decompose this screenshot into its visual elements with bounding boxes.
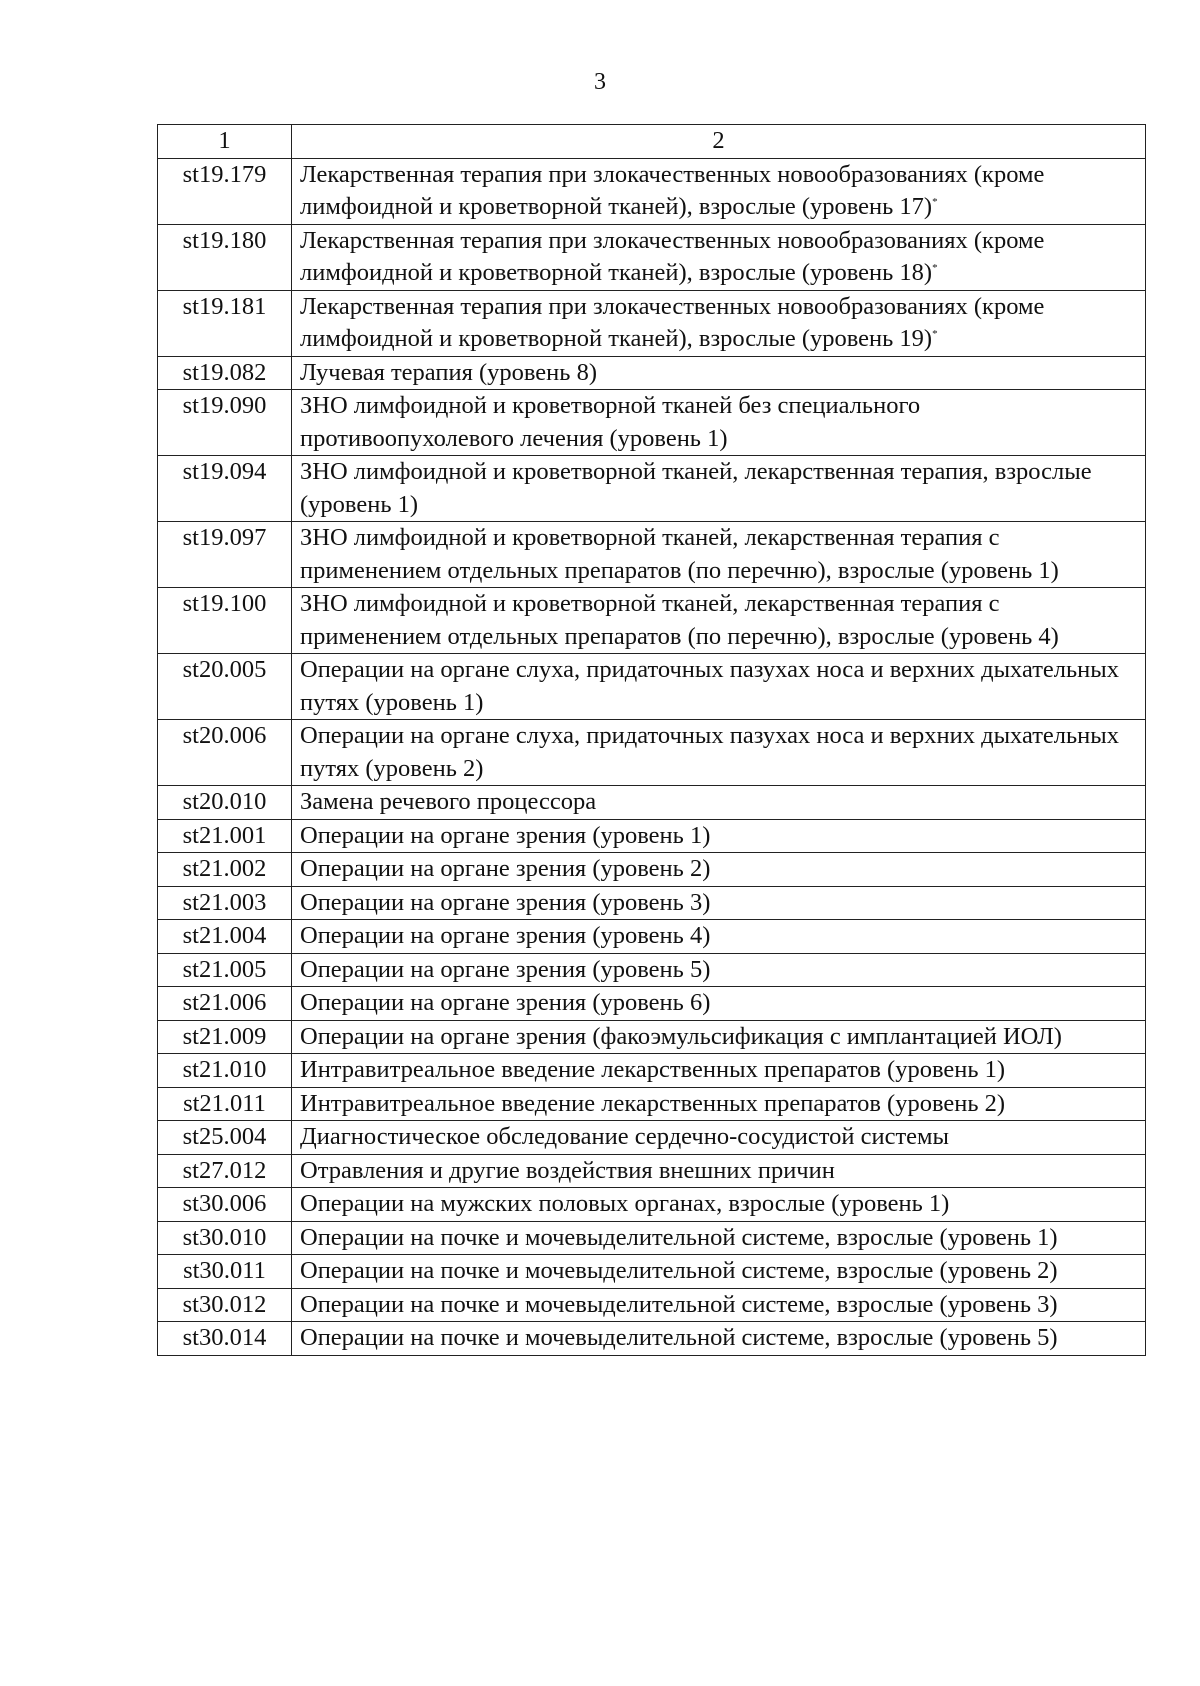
row-name-cell (292, 1255, 1146, 1289)
row-name-cell (292, 920, 1146, 954)
row-code: st19.180 (158, 224, 292, 290)
row-name: Операции на почке и мочевыделительной системе, взрослые (уровень 3) (300, 1290, 1058, 1318)
header-column-1: 1 (158, 125, 292, 159)
row-name-cell (292, 1020, 1146, 1054)
row-code: st21.005 (158, 953, 292, 987)
header-row (158, 125, 1146, 159)
row-name: Операции на органе слуха, придаточных пазухах носа и верхних дыхательных путях (уровень 1) (300, 656, 1120, 716)
row-code: st21.002 (158, 853, 292, 887)
table-row (158, 1188, 1146, 1222)
table-row (158, 953, 1146, 987)
row-name-cell (292, 1121, 1146, 1155)
row-code: st19.090 (158, 390, 292, 456)
row-name: ЗНО лимфоидной и кроветворной тканей без специального противоопухолевого лечения (уровень 1) (300, 392, 921, 452)
table-row (158, 654, 1146, 720)
row-code: st21.009 (158, 1020, 292, 1054)
row-name-cell (292, 987, 1146, 1021)
row-name-cell (292, 158, 1146, 224)
row-name-cell (292, 290, 1146, 356)
footnote-mark: * (932, 261, 938, 274)
header-column-2: 2 (292, 125, 1146, 159)
row-code: st21.003 (158, 886, 292, 920)
row-name: Лучевая терапия (уровень 8) (300, 358, 597, 386)
row-name-cell (292, 786, 1146, 820)
table-row (158, 920, 1146, 954)
row-code: st30.006 (158, 1188, 292, 1222)
row-code: st19.097 (158, 522, 292, 588)
row-code: st21.011 (158, 1087, 292, 1121)
row-code: st25.004 (158, 1121, 292, 1155)
row-name-cell (292, 224, 1146, 290)
row-name: Операции на почке и мочевыделительной системе, взрослые (уровень 2) (300, 1257, 1058, 1284)
row-name-cell (292, 654, 1146, 720)
row-code: st20.006 (158, 720, 292, 786)
row-code: st30.014 (158, 1322, 292, 1356)
row-name-cell (292, 1087, 1146, 1121)
footnote-mark: * (932, 195, 938, 208)
row-name: Операции на органе зрения (уровень 3) (300, 888, 711, 916)
table-row (158, 356, 1146, 390)
row-name: Лекарственная терапия при злокачественных новообразованиях (кроме лимфоидной и кроветворной тканей), взрослые (уровень 18) (300, 226, 1045, 286)
row-name: Операции на органе зрения (факоэмульсификация с имплантацией ИОЛ) (300, 1022, 1062, 1050)
table-row (158, 1322, 1146, 1356)
row-name: Интравитреальное введение лекарственных препаратов (уровень 1) (300, 1056, 1006, 1083)
table-row (158, 158, 1146, 224)
row-name-cell (292, 356, 1146, 390)
row-code: st19.179 (158, 158, 292, 224)
table-row (158, 522, 1146, 588)
row-name-cell (292, 1322, 1146, 1356)
row-name: Операции на органе зрения (уровень 4) (300, 922, 711, 949)
row-name: Операции на органе зрения (уровень 2) (300, 855, 711, 882)
row-code: st30.012 (158, 1288, 292, 1322)
row-name: Отравления и другие воздействия внешних причин (300, 1156, 835, 1184)
row-name-cell (292, 1221, 1146, 1255)
row-code: st20.010 (158, 786, 292, 820)
row-name-cell (292, 588, 1146, 654)
row-name-cell (292, 1288, 1146, 1322)
table-row (158, 1020, 1146, 1054)
table-row (158, 1087, 1146, 1121)
row-name-cell (292, 853, 1146, 887)
table-row (158, 786, 1146, 820)
row-code: st21.004 (158, 920, 292, 954)
table-row (158, 1154, 1146, 1188)
row-name: Операции на органе зрения (уровень 1) (300, 821, 711, 849)
table-row (158, 1221, 1146, 1255)
row-name-cell (292, 886, 1146, 920)
row-code: st19.082 (158, 356, 292, 390)
row-code: st19.094 (158, 456, 292, 522)
row-name-cell (292, 522, 1146, 588)
row-name-cell (292, 720, 1146, 786)
row-code: st21.006 (158, 987, 292, 1021)
row-name: Лекарственная терапия при злокачественных новообразованиях (кроме лимфоидной и кроветворной тканей), взрослые (уровень 17) (300, 160, 1045, 220)
row-name-cell (292, 1154, 1146, 1188)
row-name: ЗНО лимфоидной и кроветворной тканей, лекарственная терапия, взрослые (уровень 1) (300, 458, 1092, 518)
table-body (158, 158, 1146, 1355)
row-name: Лекарственная терапия при злокачественных новообразованиях (кроме лимфоидной и кроветворной тканей), взрослые (уровень 19) (300, 292, 1045, 352)
row-code: st19.100 (158, 588, 292, 654)
table-row (158, 720, 1146, 786)
row-name-cell (292, 390, 1146, 456)
row-code: st27.012 (158, 1154, 292, 1188)
row-name: Интравитреальное введение лекарственных препаратов (уровень 2) (300, 1089, 1006, 1117)
row-code: st30.010 (158, 1221, 292, 1255)
row-code: st21.010 (158, 1054, 292, 1088)
row-name-cell (292, 1188, 1146, 1222)
row-name: Замена речевого процессора (300, 788, 597, 815)
table-row (158, 456, 1146, 522)
table-row (158, 853, 1146, 887)
row-name-cell (292, 1054, 1146, 1088)
table-row (158, 1054, 1146, 1088)
row-code: st21.001 (158, 819, 292, 853)
tariff-table (157, 124, 1146, 1356)
table-row (158, 1255, 1146, 1289)
row-name: Операции на почке и мочевыделительной системе, взрослые (уровень 5) (300, 1324, 1058, 1351)
table-row (158, 390, 1146, 456)
table-row (158, 1288, 1146, 1322)
row-name: Операции на мужских половых органах, взрослые (уровень 1) (300, 1190, 950, 1217)
row-name: Операции на органе зрения (уровень 5) (300, 955, 711, 983)
row-name: Операции на органе зрения (уровень 6) (300, 989, 711, 1016)
row-name: ЗНО лимфоидной и кроветворной тканей, лекарственная терапия с применением отдельных препаратов (по перечню), взрослые (уровень 4) (300, 590, 1059, 650)
row-name-cell (292, 819, 1146, 853)
row-code: st19.181 (158, 290, 292, 356)
table-row (158, 987, 1146, 1021)
row-name: Диагностическое обследование сердечно-сосудистой системы (300, 1123, 949, 1150)
table-row (158, 1121, 1146, 1155)
footnote-mark: * (932, 327, 938, 340)
table-row (158, 886, 1146, 920)
row-name: Операции на почке и мочевыделительной системе, взрослые (уровень 1) (300, 1223, 1058, 1251)
table-row (158, 588, 1146, 654)
table-row (158, 819, 1146, 853)
row-name-cell (292, 953, 1146, 987)
table-row (158, 290, 1146, 356)
row-name-cell (292, 456, 1146, 522)
row-code: st20.005 (158, 654, 292, 720)
page-number: 3 (594, 69, 606, 95)
table-row (158, 224, 1146, 290)
row-code: st30.011 (158, 1255, 292, 1289)
table-header (158, 125, 1146, 159)
row-name: ЗНО лимфоидной и кроветворной тканей, лекарственная терапия с применением отдельных препаратов (по перечню), взрослые (уровень 1) (300, 524, 1059, 584)
row-name: Операции на органе слуха, придаточных пазухах носа и верхних дыхательных путях (уровень 2) (300, 722, 1120, 782)
